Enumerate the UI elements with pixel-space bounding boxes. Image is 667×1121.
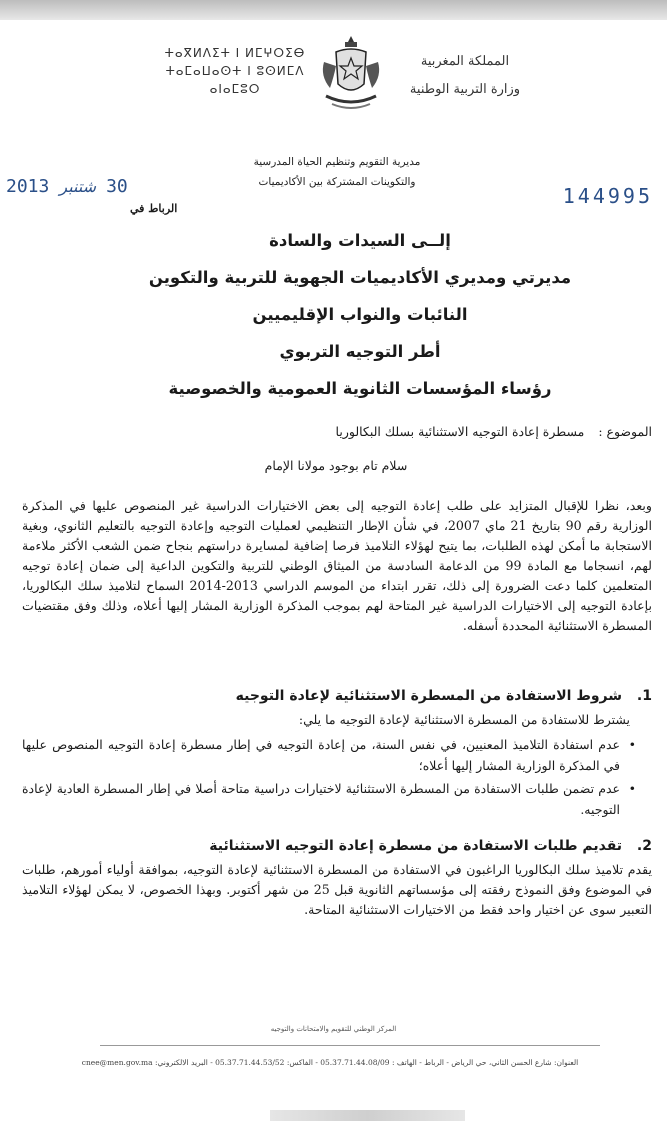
footer-divider — [100, 1045, 600, 1046]
subject-line — [20, 424, 652, 439]
rabat-label: الرباط في — [130, 202, 178, 215]
subject-label: الموضوع : — [598, 424, 652, 439]
scan-top-band — [0, 0, 667, 20]
section-1-title — [20, 688, 652, 704]
section-2-heading: تقديم طلبات الاستفادة من مسطرة إعادة التوجيه الاستثنائية — [209, 838, 623, 854]
reference-number: 144995 — [562, 184, 653, 208]
list-item: • عدم استفادة التلاميذ المعنيين، في نفس السنة، من إعادة التوجيه في إطار مسطرة إعادة التوجيه المنصوص عليها في المذكرة الوزارية المشار إليها أعلاه؛ — [22, 734, 640, 776]
ministry-name: وزارة التربية الوطنية — [409, 82, 521, 97]
date-year: 2013 — [6, 176, 50, 197]
recipient-line-4: أطر التوجيه التربوي — [279, 342, 441, 361]
scan-bottom-artifact — [270, 1110, 465, 1121]
tifinagh-line-1: ⵜⴰⴳⵍⴷⵉⵜ ⵏ ⵍⵎⵖⵔⵉⴱ — [164, 46, 306, 60]
tifinagh-line-3: ⴰⵏⴰⵎⵓⵔ — [209, 82, 261, 96]
tifinagh-header — [160, 44, 310, 98]
section-1-number: 1. — [636, 688, 652, 704]
greeting: سلام تام بوجود مولانا الإمام — [264, 458, 408, 473]
recipient-line-2: مديرتي ومديري الأكاديميات الجهوية للتربية والتكوين — [148, 268, 572, 287]
date-month: شتنبر — [59, 177, 97, 196]
intro-paragraph: وبعد، نظرا للإقبال المتزايد على طلب إعادة التوجيه إلى بعض الاختيارات الدراسية غير المنصوص عليها في المذكرة الوزارية رقم 90 بتاريخ 21 ماي 2007، في شأن الإطار التنظيمي لعمليات التوجيه وإعادة التوجيه بالتعليم الثانوي، وبغية الاستجابة ما أمكن لهذه الطلبات، بما يتيح لهؤلاء التلاميذ فرصا إضافية لمسايرة دراستهم بنجاح ضمن الشعب الأكثر ملاءمة لهم، انسجاما مع المادة 99 من الدعامة السادسة من الميثاق الوطني للتربية والتكوين الداعية إلى ضمان إعادة توجيه المتعلمين كلما دعت الضرورة إلى ذلك، تقرر ابتداء من الموسم الدراسي 2013-2014 السماح لتلاميذ سلك البكالوريا، بإعادة التوجيه إلى الاختيارات الدراسية غير المتاحة لهم بموجب المذكرة الوزارية المشار إليها أعلاه، وذلك وفق مقتضيات المسطرة الاستثنائية المحددة أسفله. — [22, 498, 652, 633]
directorate-line-2: والتكوينات المشتركة بين الأكاديميات — [258, 176, 416, 188]
recipient-line-5: رؤساء المؤسسات الثانوية العمومية والخصوصية — [168, 379, 552, 398]
kingdom-name: المملكة المغربية — [420, 54, 510, 69]
coat-of-arms-icon — [318, 32, 384, 114]
date-stamp — [6, 176, 128, 197]
directorate-line-1: مديرية التقويم وتنظيم الحياة المدرسية — [253, 156, 421, 168]
section-2-title — [20, 838, 652, 854]
recipients-block — [60, 222, 660, 407]
subject-text: مسطرة إعادة التوجيه الاستثنائية بسلك البكالوريا — [335, 424, 585, 439]
date-day: 30 — [106, 176, 128, 197]
directorate-header — [207, 152, 467, 192]
list-item: • عدم تضمن طلبات الاستفادة من المسطرة الاستثنائية لاختيارات دراسية متاحة أصلا في إطار المسطرة العادية لإعادة التوجيه. — [22, 778, 640, 820]
section-2-paragraph: يقدم تلاميذ سلك البكالوريا الراغبون في الاستفادة من المسطرة الاستثنائية لإعادة التوجيه، بموافقة أولياء أمورهم، طلبات في الموضوع وفق النموذج رفقته إلى مؤسساتهم الثانوية قبل 25 من شهر أكتوبر. وبهذا الخصوص، لا يمكن لهؤلاء التلاميذ التعبير سوى عن اختيار واحد فقط من الاختيارات الاستثنائية المتاحة. — [22, 862, 652, 917]
kingdom-header — [400, 48, 530, 104]
section-1-intro: يشترط للاستفادة من المسطرة الاستثنائية لإعادة التوجيه ما يلي: — [298, 712, 630, 727]
footer-organization: المركز الوطني للتقويم والامتحانات والتوجيه — [270, 1025, 397, 1033]
recipient-line-1: إلــى السيدات والسادة — [269, 231, 451, 250]
section-1-heading: شروط الاستفادة من المسطرة الاستثنائية لإعادة التوجيه — [235, 688, 623, 704]
section-2-number: 2. — [636, 838, 652, 854]
footer-contact: العنوان: شارع الحسن الثاني، حي الرياض - الرباط - الهاتف : 05.37.71.44.08/09 - الفاكس: 05.37.71.44.53/52 - البريد الالكتروني: cnee@men.gov.ma — [81, 1058, 579, 1067]
tifinagh-line-2: ⵜⴰⵎⴰⵡⴰⵙⵜ ⵏ ⵓⵙⵍⵎⴷ — [165, 64, 305, 78]
conditions-list — [22, 734, 640, 822]
recipient-line-3: النائبات والنواب الإقليميين — [252, 305, 468, 324]
